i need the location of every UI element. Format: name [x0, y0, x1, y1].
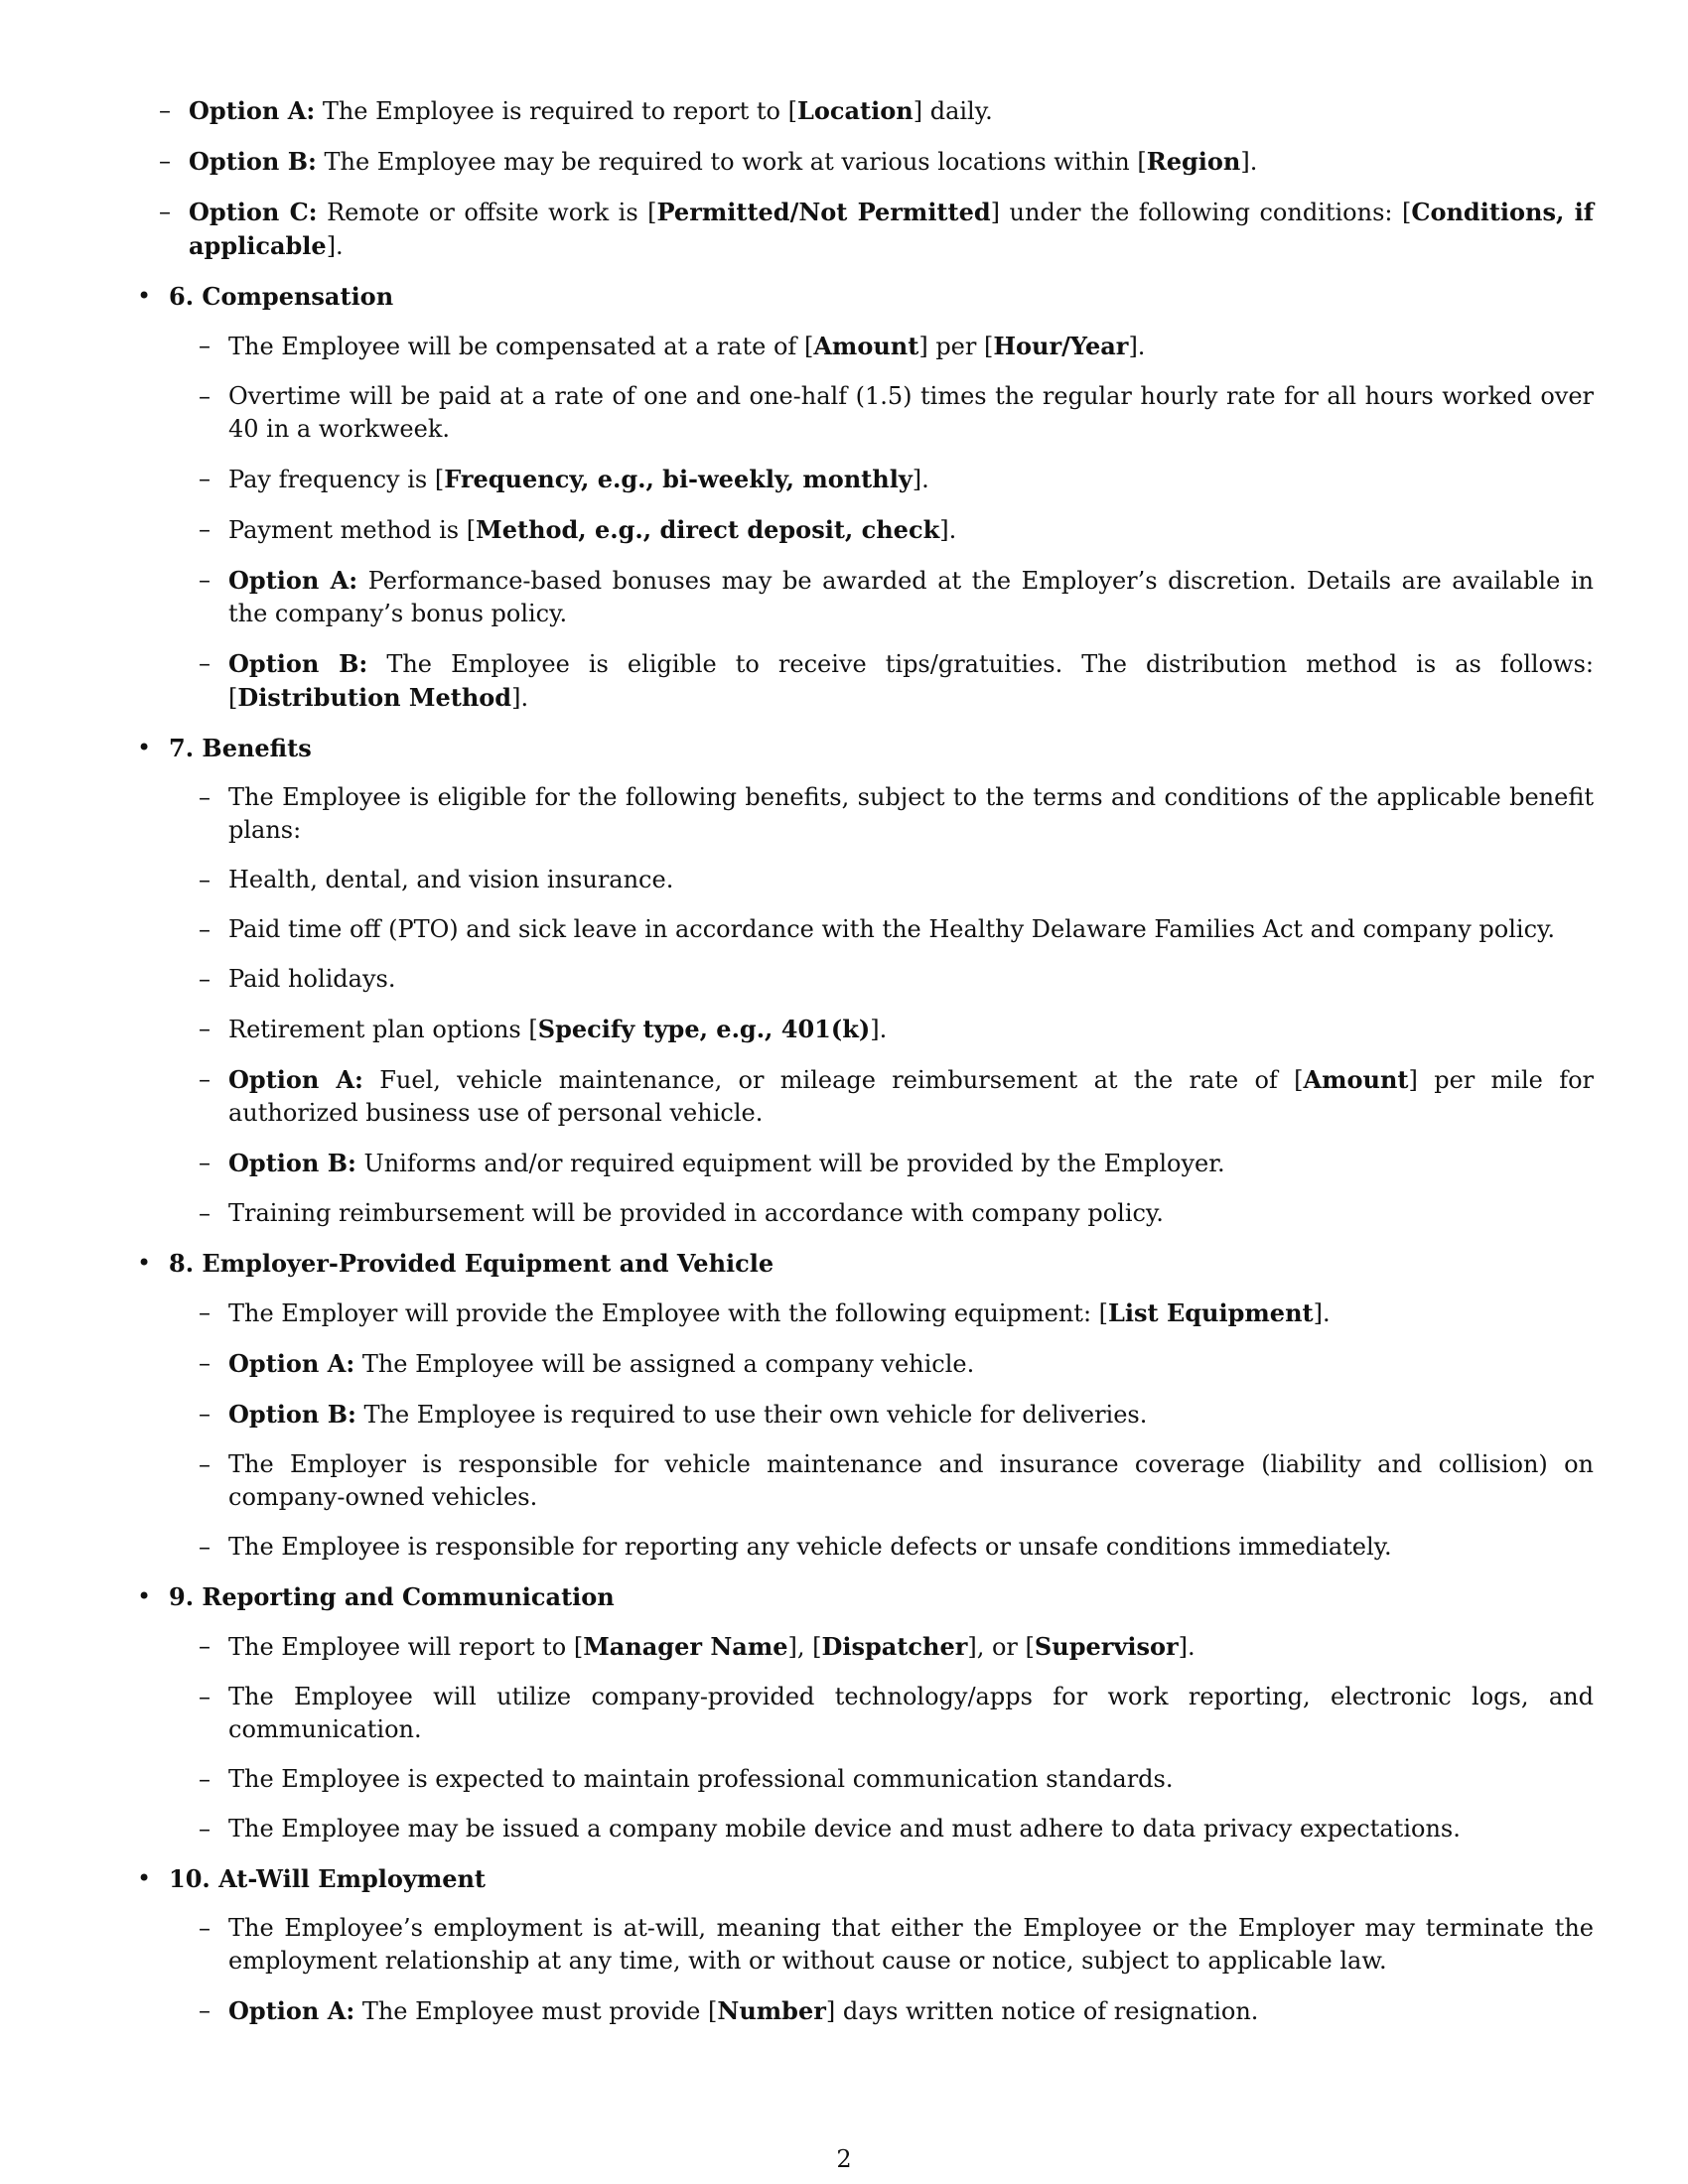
bracket: [ — [708, 1997, 718, 2025]
list-item — [169, 1448, 1594, 1514]
option-item — [169, 1147, 1594, 1180]
bracket: [ — [228, 684, 238, 712]
dash-marker: – — [199, 1199, 211, 1227]
bracket: [ — [466, 516, 477, 544]
placeholder-field: Amount — [1303, 1065, 1409, 1094]
item-text: The Employee’s employment is at-will, meaning that either the Employee or the Employer may terminate the employment relationship at any time, with or without cause or notice, subject to applicable law. — [228, 1914, 1594, 1975]
item-text: ]. — [326, 232, 344, 260]
option-label: Option A: — [189, 96, 316, 125]
dash-marker: – — [199, 515, 211, 543]
placeholder-field: Manager Name — [583, 1632, 788, 1661]
section-items — [169, 1630, 1594, 1845]
dash-marker: – — [199, 382, 211, 410]
dash-marker: – — [199, 332, 211, 359]
item-text: ]. — [912, 466, 929, 493]
item-text: Retirement plan options — [228, 1016, 529, 1043]
bullet-marker: • — [137, 1864, 152, 1892]
dash-marker: – — [199, 566, 211, 594]
dash-marker: – — [199, 1149, 211, 1176]
section — [129, 280, 1594, 715]
list-item — [169, 913, 1594, 946]
bullet-marker: • — [137, 282, 152, 310]
dash-marker: – — [199, 915, 211, 943]
item-text: ]. — [1313, 1299, 1331, 1327]
item-text: ]. — [511, 684, 529, 712]
bullet-marker: • — [137, 1582, 152, 1610]
dash-marker: – — [199, 866, 211, 893]
dash-marker: – — [199, 1683, 211, 1710]
option-item — [169, 647, 1594, 715]
item-text: Uniforms and/or required equipment will be provided by the Employer. — [363, 1150, 1225, 1177]
dash-marker: – — [199, 783, 211, 811]
item-text: ] under the following conditions: — [990, 199, 1402, 226]
dash-marker: – — [199, 649, 211, 677]
section-items — [169, 781, 1594, 1230]
section-list — [129, 280, 1594, 2028]
placeholder-field: Supervisor — [1034, 1632, 1179, 1661]
section-items — [169, 330, 1594, 715]
list-item — [169, 1681, 1594, 1746]
section-heading: 8. Employer-Provided Equipment and Vehicle — [169, 1249, 774, 1278]
option-label: Option A: — [228, 1065, 363, 1094]
list-item — [169, 1813, 1594, 1845]
item-text: Paid holidays. — [228, 965, 396, 993]
item-text: Training reimbursement will be provided in accordance with company policy. — [228, 1199, 1164, 1227]
bracket: [ — [812, 1633, 822, 1661]
placeholder-field: Conditions, if applicable — [189, 198, 1595, 260]
placeholder-field: Dispatcher — [821, 1632, 968, 1661]
section-heading: 7. Benefits — [169, 734, 312, 762]
dash-marker: – — [199, 1815, 211, 1843]
list-item — [169, 1531, 1594, 1564]
bracket: [ — [647, 199, 657, 226]
dash-marker: – — [199, 465, 211, 492]
option-label: Option C: — [189, 198, 318, 226]
placeholder-field: Hour/Year — [993, 332, 1129, 360]
item-text: ]. — [1128, 333, 1146, 360]
list-item — [169, 1197, 1594, 1230]
item-text: ]. — [1178, 1633, 1196, 1661]
option-label: Option B: — [189, 147, 317, 176]
dash-marker: – — [199, 1015, 211, 1042]
item-text: The Employee is responsible for reporting any vehicle defects or unsafe conditions immediately. — [228, 1533, 1392, 1561]
item-text: The Employee may be required to work at various locations within — [324, 148, 1138, 176]
bullet-marker: • — [137, 1249, 152, 1277]
bracket: [ — [1025, 1633, 1035, 1661]
option-item — [169, 1063, 1594, 1130]
item-text: ] per mile for authorized business use of personal vehicle. — [228, 1066, 1595, 1127]
dash-marker: – — [159, 147, 171, 175]
placeholder-field: Method, e.g., direct deposit, check — [476, 515, 940, 544]
bracket: [ — [803, 333, 814, 360]
option-label: Option A: — [228, 566, 358, 595]
placeholder-field: Frequency, e.g., bi-weekly, monthly — [444, 465, 913, 493]
placeholder-field: Specify type, e.g., 401(k) — [537, 1015, 871, 1043]
item-text: The Employee is required to use their own vehicle for deliveries. — [363, 1401, 1148, 1429]
dash-marker: – — [199, 1632, 211, 1660]
item-text: The Employee is eligible to receive tips/gratuities. The distribution method is as follows: — [386, 650, 1594, 678]
section — [129, 732, 1594, 1230]
dash-marker: – — [199, 1450, 211, 1478]
item-text: Paid time off (PTO) and sick leave in accordance with the Healthy Delaware Families Act and company policy. — [228, 915, 1556, 943]
item-text: The Employee will report to — [228, 1633, 574, 1661]
bracket: [ — [1401, 199, 1412, 226]
option-item — [129, 94, 1594, 128]
item-text: ], or — [967, 1633, 1026, 1661]
option-item — [129, 145, 1594, 179]
item-text: The Employer is responsible for vehicle maintenance and insurance coverage (liability and collision) on company-owned vehicles. — [228, 1450, 1594, 1511]
option-item — [169, 1994, 1594, 2028]
item-text: Performance-based bonuses may be awarded at the Employer’s discretion. Details are available in the company’s bonus policy. — [228, 567, 1594, 627]
item-text: Payment method is — [228, 516, 467, 544]
option-label: Option A: — [228, 1996, 355, 2025]
bullet-marker: • — [137, 734, 152, 761]
item-text: ]. — [939, 516, 957, 544]
section-heading: 9. Reporting and Communication — [169, 1582, 615, 1611]
list-item — [169, 1763, 1594, 1796]
section-heading: 10. At-Will Employment — [169, 1864, 487, 1893]
option-label: Option B: — [228, 1149, 356, 1177]
option-label: Option B: — [228, 1400, 356, 1429]
dash-marker: – — [199, 1298, 211, 1326]
section — [129, 1247, 1594, 1564]
option-item — [129, 196, 1594, 263]
item-text: ], — [787, 1633, 813, 1661]
section — [129, 1580, 1594, 1845]
bracket: [ — [573, 1633, 584, 1661]
item-text: The Employee will utilize company-provided technology/apps for work reporting, electronic logs, and communication. — [228, 1683, 1594, 1743]
item-text: The Employee is expected to maintain professional communication standards. — [228, 1765, 1174, 1793]
item-text: Overtime will be paid at a rate of one and one-half (1.5) times the regular hourly rate for all hours worked over 40 in a workweek. — [228, 382, 1594, 443]
item-text: Remote or offsite work is — [327, 199, 648, 226]
section-items — [169, 1912, 1594, 2028]
list-item — [169, 1013, 1594, 1046]
bracket: [ — [1137, 148, 1147, 176]
document-body — [129, 94, 1594, 2045]
item-text: The Employee will be compensated at a rate of — [228, 333, 804, 360]
list-item — [169, 781, 1594, 847]
option-label: Option A: — [228, 1349, 355, 1378]
item-text: Fuel, vehicle maintenance, or mileage reimbursement at the rate of — [379, 1066, 1295, 1094]
bracket: [ — [1294, 1066, 1304, 1094]
dash-marker: – — [199, 965, 211, 993]
bracket: [ — [787, 97, 797, 125]
item-text: ]. — [1240, 148, 1258, 176]
bracket: [ — [1098, 1299, 1109, 1327]
page-number: 2 — [836, 2145, 852, 2173]
item-text: ] per — [918, 333, 984, 360]
placeholder-field: Amount — [813, 332, 919, 360]
placeholder-field: Number — [717, 1996, 826, 2025]
option-item — [169, 1347, 1594, 1381]
continued-list — [129, 94, 1594, 263]
dash-marker: – — [159, 198, 171, 225]
option-label: Option B: — [228, 649, 368, 678]
placeholder-field: List Equipment — [1108, 1298, 1314, 1327]
bracket: [ — [984, 333, 994, 360]
item-text: The Employee may be issued a company mobile device and must adhere to data privacy expectations. — [228, 1815, 1461, 1843]
list-item — [169, 1912, 1594, 1978]
list-item — [169, 513, 1594, 547]
bracket: [ — [528, 1016, 538, 1043]
item-text: Health, dental, and vision insurance. — [228, 866, 674, 893]
list-item — [169, 963, 1594, 996]
list-item — [169, 330, 1594, 363]
dash-marker: – — [199, 1914, 211, 1942]
option-item — [169, 564, 1594, 630]
item-text: The Employee is eligible for the following benefits, subject to the terms and conditions of the applicable benefit plans: — [228, 783, 1594, 844]
placeholder-field: Distribution Method — [237, 683, 512, 712]
list-item — [169, 463, 1594, 496]
item-text: The Employer will provide the Employee with the following equipment: — [228, 1299, 1099, 1327]
item-text: The Employee must provide — [361, 1997, 709, 2025]
placeholder-field: Location — [797, 96, 914, 125]
dash-marker: – — [159, 96, 171, 124]
section — [129, 1862, 1594, 2028]
item-text: ]. — [870, 1016, 888, 1043]
dash-marker: – — [199, 1349, 211, 1377]
list-item — [169, 1630, 1594, 1664]
bracket: [ — [434, 466, 445, 493]
item-text: Pay frequency is — [228, 466, 435, 493]
item-text: The Employee is required to report to — [322, 97, 788, 125]
dash-marker: – — [199, 1996, 211, 2024]
dash-marker: – — [199, 1765, 211, 1793]
item-text: ] days written notice of resignation. — [825, 1997, 1259, 2025]
placeholder-field: Region — [1146, 147, 1241, 176]
item-text: ] daily. — [913, 97, 993, 125]
section-heading: 6. Compensation — [169, 282, 394, 311]
dash-marker: – — [199, 1400, 211, 1428]
list-item — [169, 1297, 1594, 1330]
list-item — [169, 380, 1594, 446]
option-item — [169, 1398, 1594, 1432]
section-items — [169, 1297, 1594, 1564]
dash-marker: – — [199, 1533, 211, 1561]
item-text: The Employee will be assigned a company vehicle. — [361, 1350, 975, 1378]
dash-marker: – — [199, 1065, 211, 1093]
list-item — [169, 864, 1594, 896]
placeholder-field: Permitted/Not Permitted — [656, 198, 991, 226]
